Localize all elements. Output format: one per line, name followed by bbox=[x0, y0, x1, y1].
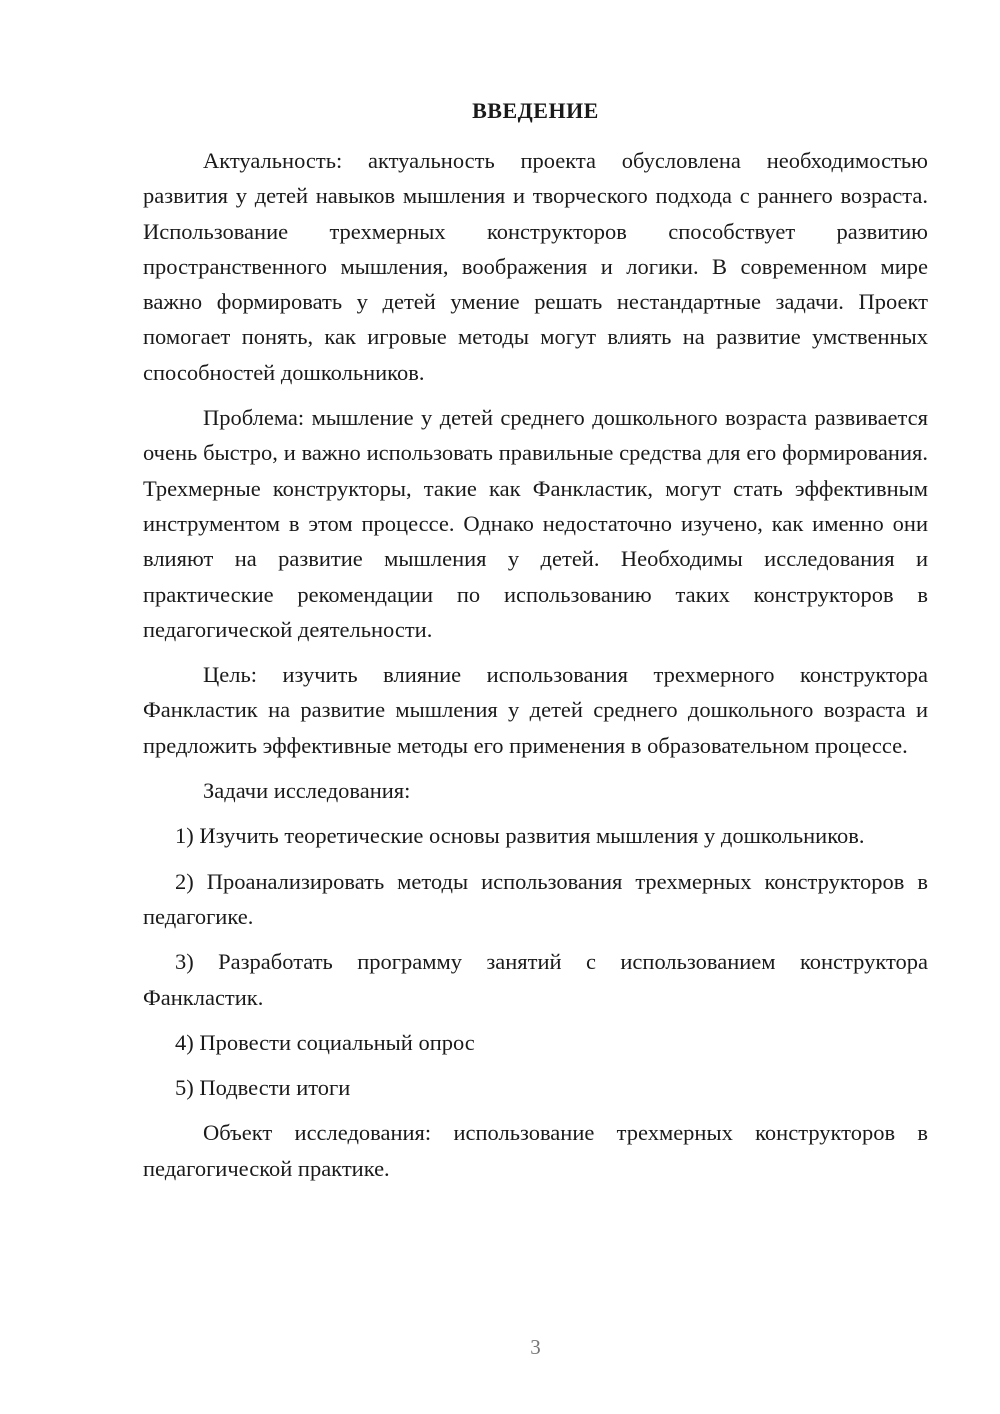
task-item-2: 2) Проанализировать методы использования трехмерных конструкторов в педагогике. bbox=[143, 868, 928, 929]
document-page bbox=[143, 0, 928, 1414]
task-item-3: 3) Разработать программу занятий с использованием конструктора Фанкластик. bbox=[143, 949, 928, 1010]
object-paragraph: Объект исследования: использование трехмерных конструкторов в педагогической практике. bbox=[143, 1120, 928, 1181]
task-item-4: 4) Провести социальный опрос bbox=[175, 1029, 475, 1055]
document-body bbox=[143, 143, 928, 1196]
task-item-5: 5) Подвести итоги bbox=[175, 1075, 351, 1101]
page-number: 3 bbox=[530, 1335, 541, 1359]
task-item-1: 1) Изучить теоретические основы развития мышления у дошкольников. bbox=[175, 823, 865, 849]
page-title: ВВЕДЕНИЕ bbox=[472, 98, 599, 123]
tasks-list bbox=[143, 818, 928, 1105]
tasks-heading: Задачи исследования: bbox=[203, 778, 411, 804]
relevance-paragraph: Актуальность: актуальность проекта обусловлена необходимостью развития у детей навыков мышления и творческого подхода с раннего возраста. Использование трехмерных конструкторов способствует развитию пространственного мышления, воображения и логики. В современном мире важно формировать у детей умение решать нестандартные задачи. Проект помогает понять, как игровые методы могут влиять на развитие умственных способностей дошкольников. bbox=[143, 148, 928, 385]
goal-paragraph: Цель: изучить влияние использования трехмерного конструктора Фанкластик на развитие мышления у детей среднего дошкольного возраста и предложить эффективные методы его применения в образовательном процессе. bbox=[143, 662, 928, 758]
problem-paragraph: Проблема: мышление у детей среднего дошкольного возраста развивается очень быстро, и важно использовать правильные средства для его формирования. Трехмерные конструкторы, такие как Фанкластик, могут стать эффективным инструментом в этом процессе. Однако недостаточно изучено, как именно они влияют на развитие мышления у детей. Необходимы исследования и практические рекомендации по использованию таких конструкторов в педагогической деятельности. bbox=[143, 405, 928, 642]
